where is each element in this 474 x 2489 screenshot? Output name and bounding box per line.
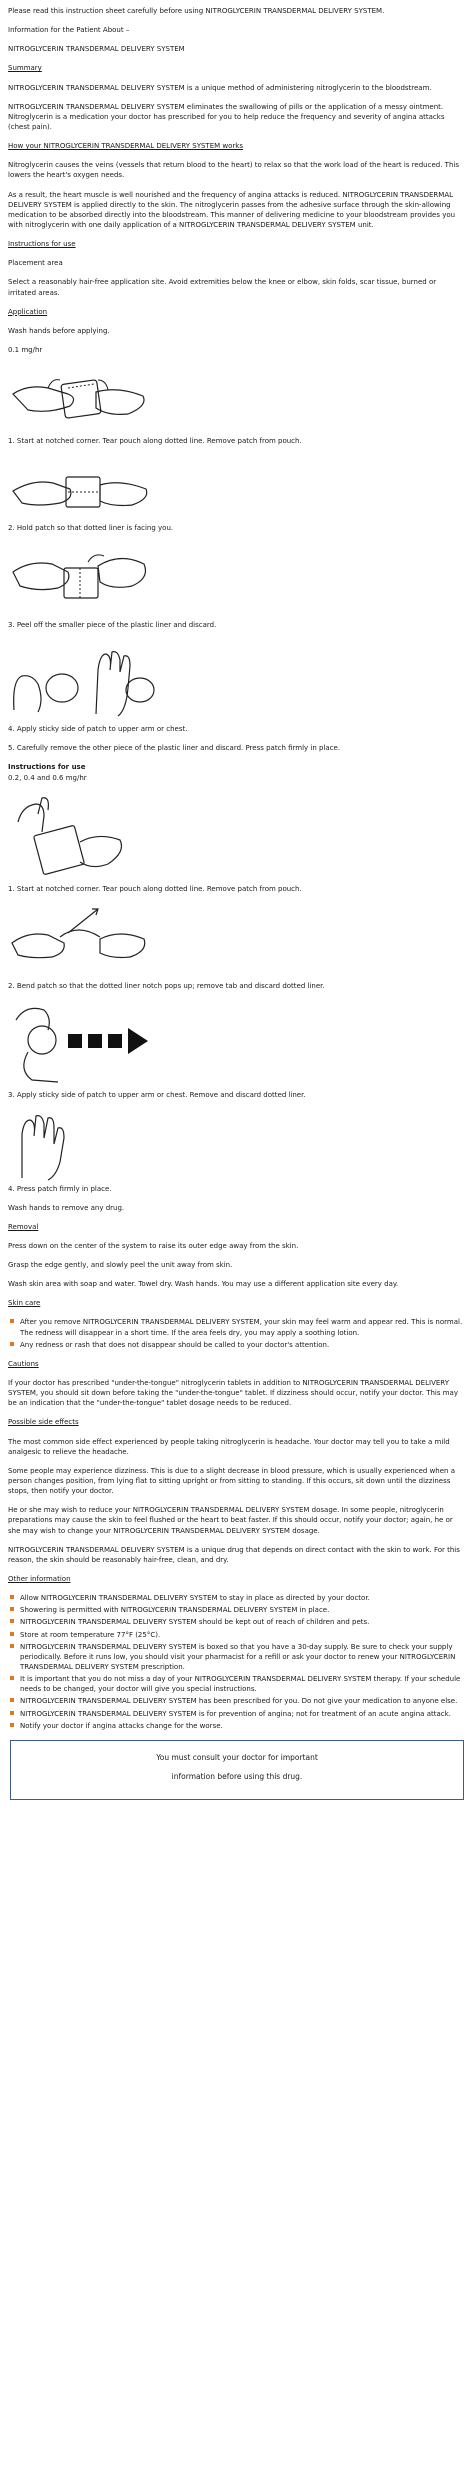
bullet-icon bbox=[10, 1607, 14, 1611]
notice-line-1: You must consult your doctor for important bbox=[156, 1752, 318, 1762]
bullet-icon bbox=[10, 1632, 14, 1636]
dose-2: 0.2, 0.4 and 0.6 mg/hr bbox=[8, 773, 87, 782]
bullet-icon bbox=[10, 1676, 14, 1680]
tear-pouch-illustration-2 bbox=[8, 792, 158, 880]
instructions-heading: Instructions for use bbox=[8, 240, 76, 249]
summary-p1: NITROGLYCERIN TRANSDERMAL DELIVERY SYSTEM is a unique method of administering nitroglycerin to the bloodstream. bbox=[8, 83, 432, 92]
step-1-1: 1. Start at notched corner. Tear pouch along dotted line. Remove patch from pouch. bbox=[8, 437, 302, 446]
list-item: Store at room temperature 77°F (25°C). bbox=[8, 1630, 466, 1640]
placement-heading: Placement area bbox=[8, 259, 63, 268]
consult-doctor-notice bbox=[10, 1740, 464, 1800]
other-info-heading: Other information bbox=[8, 1575, 71, 1584]
how-works-heading: How your NITROGLYCERIN TRANSDERMAL DELIVERY SYSTEM works bbox=[8, 142, 243, 151]
bullet-icon bbox=[10, 1319, 14, 1323]
how-works-p1: Nitroglycerin causes the veins (vessels that return blood to the heart) to relax so that the work load of the heart is reduced. This lowers the heart's oxygen needs. bbox=[8, 161, 459, 180]
step-1-2: 2. Hold patch so that dotted liner is facing you. bbox=[8, 524, 174, 533]
intro-text: Please read this instruction sheet carefully before using NITROGLYCERIN TRANSDERMAL DELIVERY SYSTEM. bbox=[8, 7, 385, 15]
bullet-icon bbox=[10, 1711, 14, 1715]
list-item: Showering is permitted with NITROGLYCERIN TRANSDERMAL DELIVERY SYSTEM in place. bbox=[8, 1605, 466, 1615]
step-1-4: 4. Apply sticky side of patch to upper arm or chest. bbox=[8, 724, 188, 733]
side-effects-p1: The most common side effect experienced by people taking nitroglycerin is headache. Your doctor may tell you to take a mild analgesic to relieve the headache. bbox=[8, 1437, 450, 1456]
summary-p2: NITROGLYCERIN TRANSDERMAL DELIVERY SYSTEM eliminates the swallowing of pills or the application of a messy ointment. Nitroglycerin is a medication your doctor has prescribed for you to help reduce the frequency and severity of angina attacks (chest pain). bbox=[8, 102, 445, 131]
side-effects-p2: Some people may experience dizziness. This is due to a slight decrease in blood pressure, which is usually experienced when a person changes position, from lying flat to sitting upright or from sitting to standing. If this occurs, sit down until the dizziness stops, then notify your doctor. bbox=[8, 1466, 456, 1496]
info-for-patient: Information for the Patient About – bbox=[8, 26, 130, 35]
wash-before: Wash hands before applying. bbox=[8, 326, 110, 335]
bend-patch-illustration bbox=[8, 903, 158, 977]
bullet-icon bbox=[10, 1595, 14, 1599]
how-works-p2: As a result, the heart muscle is well nourished and the frequency of angina attacks is reduced. NITROGLYCERIN TRANSDERMAL DELIVERY SYSTEM is applied directly to the skin. The nitroglycerin passes from the adhesive surface through the skin-allowing medication to be absorbed directly into the bloodstream. This manner of delivering medicine to your bloodstream provides you with nitroglycerin with one daily application of a NITROGLYCERIN TRANSDERMAL DELIVERY SYSTEM unit. bbox=[8, 190, 456, 229]
notice-line-2: information before using this drug. bbox=[171, 1771, 303, 1781]
bullet-icon bbox=[10, 1698, 14, 1702]
bullet-icon bbox=[10, 1644, 14, 1648]
step-2-4: 4. Press patch firmly in place. bbox=[8, 1184, 112, 1193]
skin-care-list bbox=[8, 1317, 466, 1349]
side-effects-heading: Possible side effects bbox=[8, 1418, 79, 1427]
list-item: NITROGLYCERIN TRANSDERMAL DELIVERY SYSTEM is for prevention of angina; not for treatment of an acute angina attack. bbox=[8, 1709, 466, 1719]
bullet-icon bbox=[10, 1342, 14, 1346]
wash-after: Wash hands to remove any drug. bbox=[8, 1203, 125, 1212]
tear-pouch-illustration bbox=[8, 364, 158, 432]
press-patch-illustration bbox=[8, 1110, 158, 1180]
peel-liner-illustration bbox=[8, 542, 158, 616]
side-effects-p3: He or she may wish to reduce your NITROGLYCERIN TRANSDERMAL DELIVERY SYSTEM dosage. In some people, nitroglycerin preparations may cause the skin to feel flushed or the heart to beat faster. If this should occur, notify your doctor; again, he or she may wish to change your NITROGLYCERIN TRANSDERMAL DELIVERY SYSTEM dosage. bbox=[8, 1506, 453, 1535]
product-name: NITROGLYCERIN TRANSDERMAL DELIVERY SYSTEM bbox=[8, 45, 185, 54]
list-item: Any redness or rash that does not disappear should be called to your doctor's attention. bbox=[8, 1340, 466, 1350]
removal-heading: Removal bbox=[8, 1222, 39, 1231]
bullet-icon bbox=[10, 1619, 14, 1623]
apply-patch-illustration bbox=[8, 640, 158, 720]
removal-p1: Press down on the center of the system to raise its outer edge away from the skin. bbox=[8, 1241, 299, 1250]
other-info-list bbox=[8, 1593, 466, 1731]
step-2-2: 2. Bend patch so that the dotted liner notch pops up; remove tab and discard dotted liner. bbox=[8, 982, 325, 991]
placement-text: Select a reasonably hair-free application site. Avoid extremities below the knee or elbow, skin folds, scar tissue, burned or irritated areas. bbox=[8, 278, 437, 297]
step-1-3: 3. Peel off the smaller piece of the plastic liner and discard. bbox=[8, 621, 217, 630]
bullet-icon bbox=[10, 1723, 14, 1727]
application-heading: Application bbox=[8, 307, 48, 316]
summary-heading: Summary bbox=[8, 64, 42, 73]
list-item: NITROGLYCERIN TRANSDERMAL DELIVERY SYSTEM is boxed so that you have a 30-day supply. Be sure to check your supply periodically. Before it runs low, you should visit your pharmacist for a refill or ask your doctor to renew your NITROGLYCERIN TRANSDERMAL DELIVERY SYSTEM prescription. bbox=[8, 1642, 466, 1672]
list-item: NITROGLYCERIN TRANSDERMAL DELIVERY SYSTEM has been prescribed for you. Do not give your medication to anyone else. bbox=[8, 1696, 466, 1706]
list-item: NITROGLYCERIN TRANSDERMAL DELIVERY SYSTEM should be kept out of reach of children and pets. bbox=[8, 1617, 466, 1627]
skin-care-heading: Skin care bbox=[8, 1299, 41, 1308]
removal-p2: Grasp the edge gently, and slowly peel the unit away from skin. bbox=[8, 1261, 233, 1270]
removal-p3: Wash skin area with soap and water. Towel dry. Wash hands. You may use a different application site every day. bbox=[8, 1280, 399, 1289]
list-item: Allow NITROGLYCERIN TRANSDERMAL DELIVERY SYSTEM to stay in place as directed by your doctor. bbox=[8, 1593, 466, 1603]
step-1-5: 5. Carefully remove the other piece of the plastic liner and discard. Press patch firmly in place. bbox=[8, 743, 341, 752]
cautions-p1: If your doctor has prescribed "under-the-tongue" nitroglycerin tablets in addition to NITROGLYCERIN TRANSDERMAL DELIVERY SYSTEM, you should sit down before taking the "under-the-tongue" tablet. If dizziness should occur, notify your doctor. This may be an indication that the "under-the-tongue" tablet dosage needs to be reduced. bbox=[8, 1379, 458, 1408]
side-effects-p4: NITROGLYCERIN TRANSDERMAL DELIVERY SYSTEM is a unique drug that depends on direct contact with the skin to work. For this reason, the skin should be reasonably hair-free, clean, and dry. bbox=[8, 1545, 460, 1564]
step-2-1: 1. Start at notched corner. Tear pouch along dotted line. Remove patch from pouch. bbox=[8, 885, 302, 894]
list-item: Notify your doctor if angina attacks change for the worse. bbox=[8, 1721, 466, 1731]
step-2-3: 3. Apply sticky side of patch to upper arm or chest. Remove and discard dotted liner. bbox=[8, 1091, 306, 1100]
hold-patch-illustration bbox=[8, 455, 158, 519]
apply-arm-illustration bbox=[8, 1000, 178, 1086]
list-item: After you remove NITROGLYCERIN TRANSDERMAL DELIVERY SYSTEM, your skin may feel warm and appear red. This is normal. The redness will disappear in a short time. If the area feels dry, you may apply a soothing lotion. bbox=[8, 1317, 466, 1337]
dose-1: 0.1 mg/hr bbox=[8, 345, 43, 354]
list-item: It is important that you do not miss a day of your NITROGLYCERIN TRANSDERMAL DELIVERY SYSTEM therapy. If your schedule needs to be changed, your doctor will give you special instructions. bbox=[8, 1674, 466, 1694]
instructions-heading-2: Instructions for use bbox=[8, 762, 86, 771]
cautions-heading: Cautions bbox=[8, 1359, 39, 1368]
